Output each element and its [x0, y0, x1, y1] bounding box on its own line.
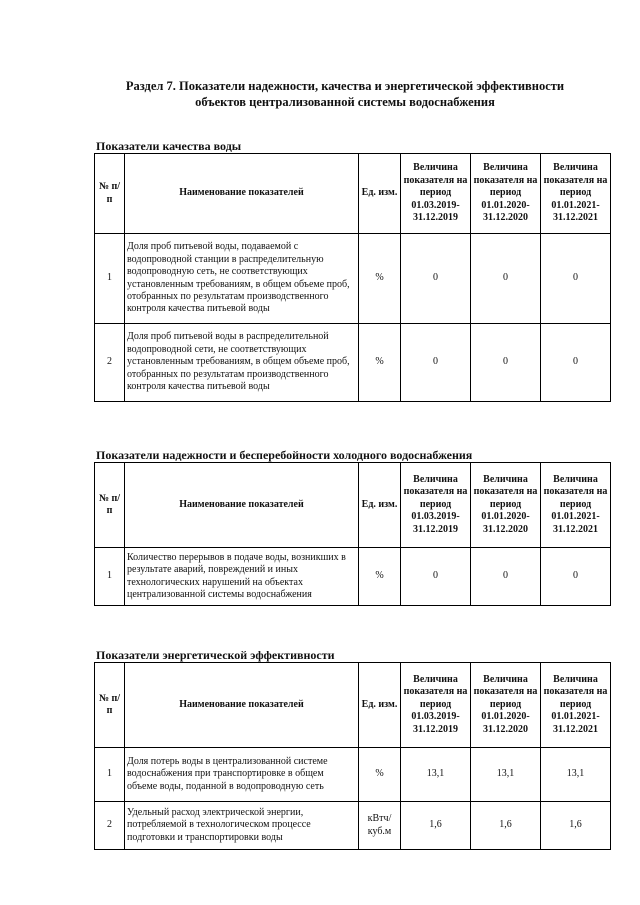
row-unit: %: [359, 324, 401, 402]
header-period-2019: Величина показателя на период 01.03.2019-31.12.2019: [401, 663, 471, 748]
header-period-2021: Величина показателя на период 01.01.2021-31.12.2021: [541, 463, 611, 548]
row-value-2020: 0: [471, 324, 541, 402]
header-unit: Ед. изм.: [359, 154, 401, 234]
energy-efficiency-table: [94, 662, 611, 850]
table-row: [95, 324, 611, 402]
row-num: 1: [95, 234, 125, 324]
row-name: Доля потерь воды в централизованной системе водоснабжения при транспортировке в общем объеме воды, поданной в водопроводную сеть: [125, 748, 359, 802]
row-unit: %: [359, 234, 401, 324]
row-value-2020: 0: [471, 548, 541, 606]
energy-efficiency-heading: Показатели энергетической эффективности: [96, 648, 335, 662]
row-unit: кВтч/ куб.м: [359, 802, 401, 850]
header-num: № п/п: [95, 463, 125, 548]
header-unit: Ед. изм.: [359, 663, 401, 748]
row-value-2019: 0: [401, 324, 471, 402]
table-header-row: [95, 154, 611, 234]
section-title-line-1: Раздел 7. Показатели надежности, качества и энергетической эффективности: [125, 79, 565, 93]
header-period-2020: Величина показателя на период 01.01.2020-31.12.2020: [471, 154, 541, 234]
table-row: [95, 748, 611, 802]
header-period-2020: Величина показателя на период 01.01.2020-31.12.2020: [471, 663, 541, 748]
row-num: 1: [95, 548, 125, 606]
row-name: Удельный расход электрической энергии, потребляемой в технологическом процессе подготовки и транспортировки воды: [125, 802, 359, 850]
table-row: [95, 802, 611, 850]
header-num: № п/п: [95, 663, 125, 748]
row-value-2021: 0: [541, 324, 611, 402]
table-header-row: [95, 463, 611, 548]
row-value-2021: 0: [541, 548, 611, 606]
row-value-2021: 0: [541, 234, 611, 324]
water-quality-heading: Показатели качества воды: [96, 139, 242, 153]
header-period-2021: Величина показателя на период 01.01.2021-31.12.2021: [541, 154, 611, 234]
header-period-2020: Величина показателя на период 01.01.2020-31.12.2020: [471, 463, 541, 548]
header-name: Наименование показателей: [125, 663, 359, 748]
table-header-row: [95, 663, 611, 748]
section-title: [95, 78, 595, 110]
table-row: [95, 548, 611, 606]
table-row: [95, 234, 611, 324]
row-value-2020: 13,1: [471, 748, 541, 802]
water-quality-table: [94, 153, 611, 402]
reliability-table: [94, 462, 611, 606]
row-num: 2: [95, 324, 125, 402]
row-num: 2: [95, 802, 125, 850]
header-period-2019: Величина показателя на период 01.03.2019-31.12.2019: [401, 463, 471, 548]
row-value-2019: 1,6: [401, 802, 471, 850]
row-name: Количество перерывов в подаче воды, возникших в результате аварий, повреждений и иных технологических нарушений на объектах централизованной системы водоснабжения: [125, 548, 359, 606]
row-num: 1: [95, 748, 125, 802]
row-unit: %: [359, 748, 401, 802]
header-name: Наименование показателей: [125, 154, 359, 234]
row-name: Доля проб питьевой воды, подаваемой с водопроводной станции в распределительную водопроводную сеть, не соответствующих установленным требованиям, в общем объеме проб, отобранных по результатам производственного контроля качества питьевой воды: [125, 234, 359, 324]
row-value-2019: 0: [401, 548, 471, 606]
row-value-2020: 1,6: [471, 802, 541, 850]
section-title-line-2: объектов централизованной системы водоснабжения: [195, 95, 495, 109]
row-value-2019: 0: [401, 234, 471, 324]
header-name: Наименование показателей: [125, 463, 359, 548]
reliability-heading: Показатели надежности и бесперебойности холодного водоснабжения: [96, 448, 473, 462]
row-value-2020: 0: [471, 234, 541, 324]
row-value-2019: 13,1: [401, 748, 471, 802]
row-name: Доля проб питьевой воды в распределительной водопроводной сети, не соответствующих установленным требованиям, в общем объеме проб, отобранных по результатам производственного контроля качества питьевой воды: [125, 324, 359, 402]
header-unit: Ед. изм.: [359, 463, 401, 548]
row-value-2021: 13,1: [541, 748, 611, 802]
header-period-2019: Величина показателя на период 01.03.2019-31.12.2019: [401, 154, 471, 234]
header-num: № п/п: [95, 154, 125, 234]
row-value-2021: 1,6: [541, 802, 611, 850]
row-unit: %: [359, 548, 401, 606]
header-period-2021: Величина показателя на период 01.01.2021-31.12.2021: [541, 663, 611, 748]
